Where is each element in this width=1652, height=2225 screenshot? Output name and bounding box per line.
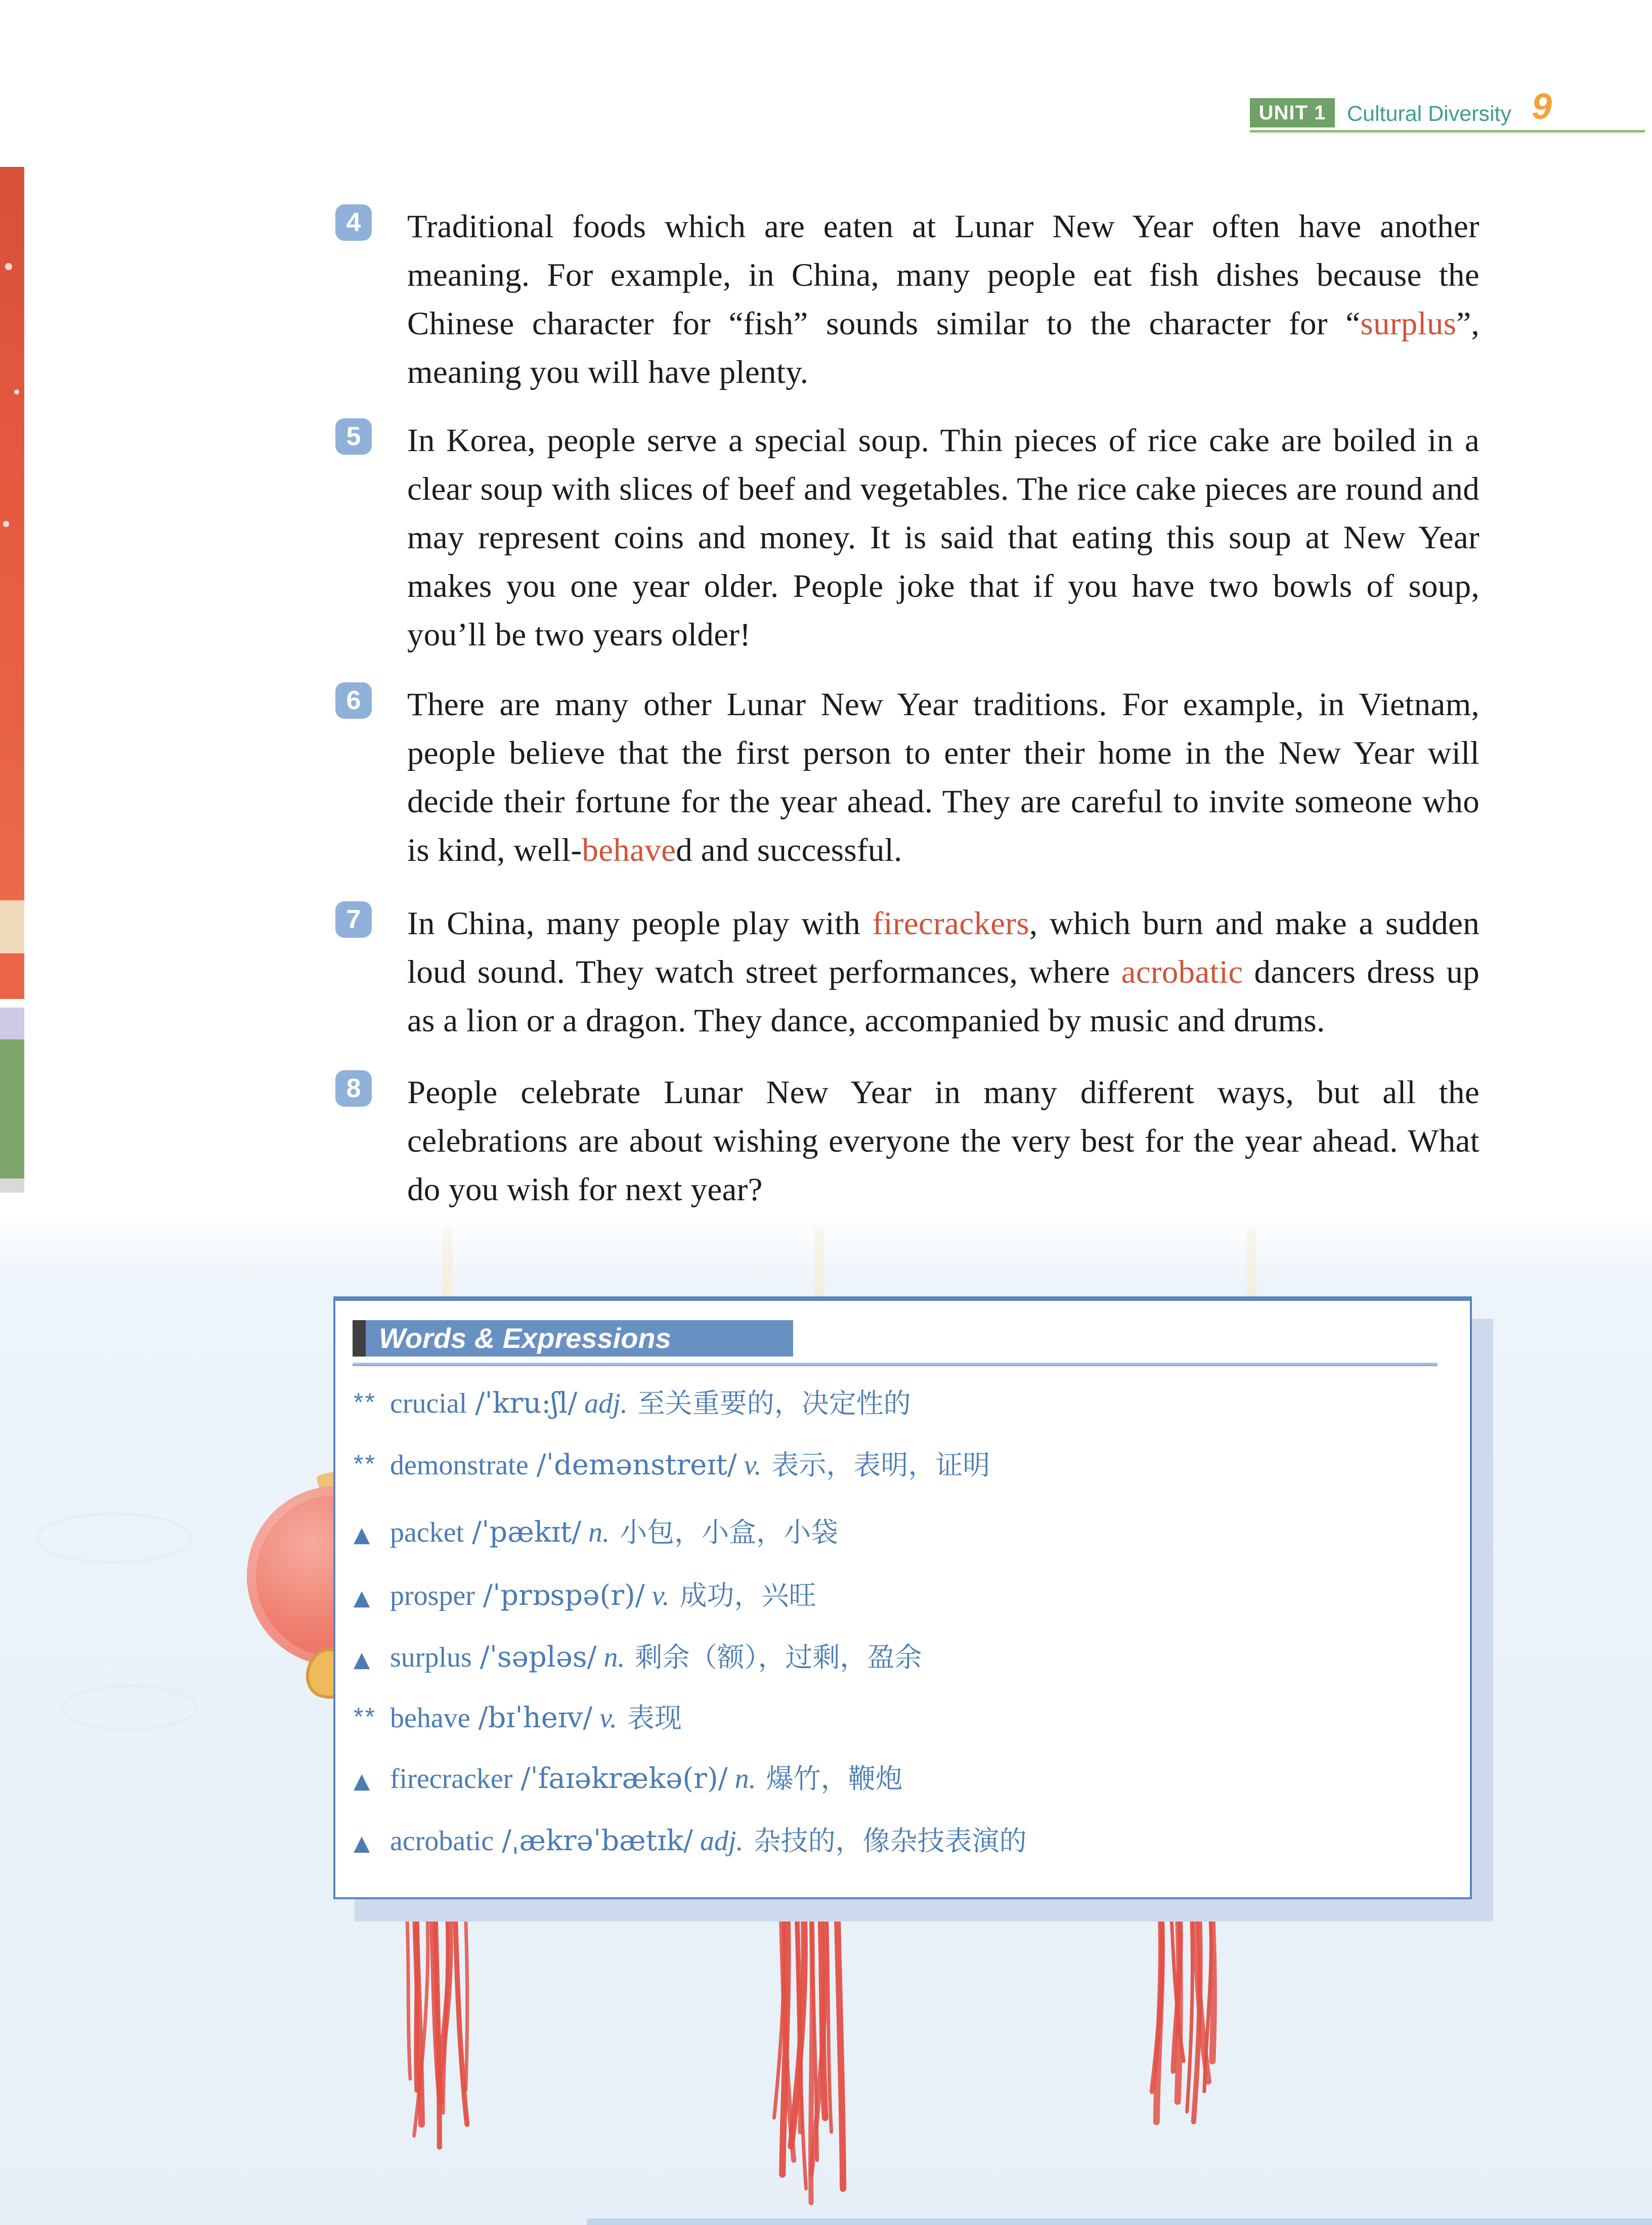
vocab-meaning: 表示，表明，证明 bbox=[771, 1450, 990, 1480]
double-asterisk-icon: ** bbox=[354, 1703, 376, 1731]
vocab-phonetic: /ˈsəpləs/ bbox=[480, 1641, 597, 1674]
side-strip-divider bbox=[0, 999, 24, 1008]
triangle-icon: ▲ bbox=[354, 1647, 370, 1672]
vocab-pos: adj. bbox=[584, 1388, 628, 1419]
vocab-entry bbox=[354, 1637, 922, 1678]
paragraph bbox=[335, 680, 1564, 875]
paragraph-text: In Korea, people serve a special soup. Thin pieces of rice cake are boiled in a clear soup with slices of beef and vegetables. The rice cake pieces are round and may represent coins and money. It is said that eating this soup at New Year makes you one year older. People joke that if you have two bowls of soup, you’ll be two years older! bbox=[407, 422, 1480, 653]
vocab-entry bbox=[354, 1759, 903, 1799]
paragraph-text: Traditional foods which are eaten at Lunar New Year often have another meaning. For example, in China, many people eat fish dishes because the Chinese character for “fish” sounds similar to the character for “surplus”, meaning you will have plenty. bbox=[407, 208, 1480, 390]
vocab-phonetic: /ˈprɒspə(r)/ bbox=[483, 1579, 645, 1612]
tassel-illustration bbox=[1120, 1919, 1252, 2142]
vocabulary-highlight: surplus bbox=[1360, 306, 1457, 342]
vocab-pos: v. bbox=[744, 1450, 762, 1481]
vocab-entry bbox=[354, 1821, 1027, 1861]
vocab-entry bbox=[354, 1698, 682, 1738]
vocab-entry bbox=[354, 1576, 816, 1616]
vocab-pos: v. bbox=[651, 1580, 670, 1611]
paragraph-number-badge: 8 bbox=[335, 1070, 372, 1107]
title-dark-bar bbox=[353, 1320, 366, 1357]
paragraph bbox=[335, 899, 1564, 1045]
side-strip-bowl bbox=[0, 900, 24, 953]
triangle-icon: ▲ bbox=[354, 1585, 370, 1610]
vocab-phonetic: /ˌækrəˈbætɪk/ bbox=[502, 1824, 693, 1857]
vocab-phonetic: /ˈfaɪəkrækə(r)/ bbox=[520, 1762, 728, 1795]
paragraph-text: There are many other Lunar New Year traditions. For example, in Vietnam, people believe that the first person to enter their home in the New Year will decide their fortune for the year ahead. They are careful to invite someone who is kind, well-behaved and successful. bbox=[407, 686, 1480, 868]
vocabulary-highlight: behave bbox=[582, 832, 676, 868]
cloud-illustration bbox=[35, 1512, 193, 1564]
cloud-illustration bbox=[61, 1684, 198, 1731]
vocab-phonetic: /bɪˈheɪv/ bbox=[478, 1702, 593, 1734]
paragraph-number-badge: 5 bbox=[335, 418, 372, 455]
vocab-pos: n. bbox=[588, 1517, 610, 1548]
vocab-meaning: 剩余（额），过剩，盈余 bbox=[635, 1642, 922, 1673]
vocab-word: behave bbox=[390, 1703, 470, 1734]
vocab-word: crucial bbox=[390, 1388, 467, 1419]
vocab-meaning: 至关重要的，决定性的 bbox=[637, 1388, 911, 1419]
vocab-entry bbox=[354, 1445, 990, 1486]
vocabulary-highlight: firecrackers bbox=[872, 905, 1029, 942]
unit-badge: UNIT 1 bbox=[1250, 98, 1335, 127]
lantern-string bbox=[443, 1227, 453, 1298]
vocab-pos: v. bbox=[599, 1703, 617, 1734]
tassel-illustration bbox=[741, 1919, 873, 2223]
header-underline bbox=[1250, 130, 1645, 133]
vocab-word: acrobatic bbox=[390, 1825, 494, 1857]
words-expressions-title: Words & Expressions bbox=[366, 1320, 793, 1357]
side-strip-green bbox=[0, 1039, 24, 1179]
vocab-meaning: 成功，兴旺 bbox=[679, 1581, 816, 1611]
side-strip-lavender bbox=[0, 1008, 24, 1039]
vocab-word: packet bbox=[390, 1517, 464, 1548]
vocab-phonetic: /ˈdemənstreɪt/ bbox=[536, 1449, 737, 1481]
paragraph-number-badge: 4 bbox=[335, 204, 372, 241]
paragraph-number-badge: 6 bbox=[335, 682, 372, 719]
vocab-meaning: 杂技的，像杂技表演的 bbox=[753, 1826, 1027, 1856]
unit-title: Cultural Diversity bbox=[1347, 102, 1511, 126]
side-strip-illustration bbox=[0, 167, 24, 900]
vocab-pos: n. bbox=[603, 1642, 625, 1673]
vocab-word: prosper bbox=[390, 1580, 475, 1611]
bottom-page-bar bbox=[587, 2218, 1652, 2225]
side-strip-gray bbox=[0, 1179, 24, 1193]
paragraph-text: In China, many people play with firecrackers, which burn and make a sudden loud sound. They watch street performances, where acrobatic dancers dress up as a lion or a dragon. They dance, accompanied by music and drums. bbox=[407, 905, 1480, 1039]
paragraph-text: People celebrate Lunar New Year in many different ways, but all the celebrations are about wishing everyone the very best for the year ahead. What do you wish for next year? bbox=[407, 1074, 1480, 1208]
vocab-word: surplus bbox=[390, 1642, 472, 1673]
side-strip-bowl-rim bbox=[0, 953, 24, 999]
vocab-phonetic: /ˈkru:ʃl/ bbox=[475, 1387, 578, 1420]
vocabulary-highlight: acrobatic bbox=[1121, 954, 1243, 990]
vocab-pos: n. bbox=[734, 1763, 756, 1795]
page-number: 9 bbox=[1532, 86, 1552, 127]
vocab-word: firecracker bbox=[390, 1763, 513, 1795]
lantern-string bbox=[814, 1227, 824, 1298]
lantern-string bbox=[1247, 1227, 1257, 1298]
vocab-phonetic: /ˈpækɪt/ bbox=[472, 1516, 582, 1549]
vocab-entry bbox=[354, 1512, 838, 1553]
double-asterisk-icon: ** bbox=[354, 1388, 376, 1416]
paragraph bbox=[335, 1068, 1564, 1214]
double-asterisk-icon: ** bbox=[354, 1450, 376, 1478]
triangle-icon: ▲ bbox=[354, 1830, 370, 1855]
vocab-entry bbox=[354, 1383, 911, 1424]
triangle-icon: ▲ bbox=[354, 1768, 370, 1793]
snow-dot bbox=[5, 263, 12, 270]
vocab-pos: adj. bbox=[700, 1825, 744, 1857]
vocab-meaning: 小包，小盒，小袋 bbox=[620, 1517, 839, 1548]
tassel-illustration bbox=[369, 1919, 501, 2167]
title-rule bbox=[353, 1363, 1438, 1366]
paragraph bbox=[335, 202, 1564, 397]
vocab-word: demonstrate bbox=[390, 1450, 529, 1481]
snow-dot bbox=[3, 521, 9, 527]
snow-dot bbox=[14, 389, 19, 395]
triangle-icon: ▲ bbox=[354, 1522, 370, 1547]
paragraph bbox=[335, 416, 1564, 659]
words-expressions-box bbox=[333, 1296, 1472, 1899]
vocab-meaning: 表现 bbox=[627, 1703, 682, 1733]
paragraph-number-badge: 7 bbox=[335, 901, 372, 938]
vocab-meaning: 爆竹，鞭炮 bbox=[766, 1764, 903, 1794]
